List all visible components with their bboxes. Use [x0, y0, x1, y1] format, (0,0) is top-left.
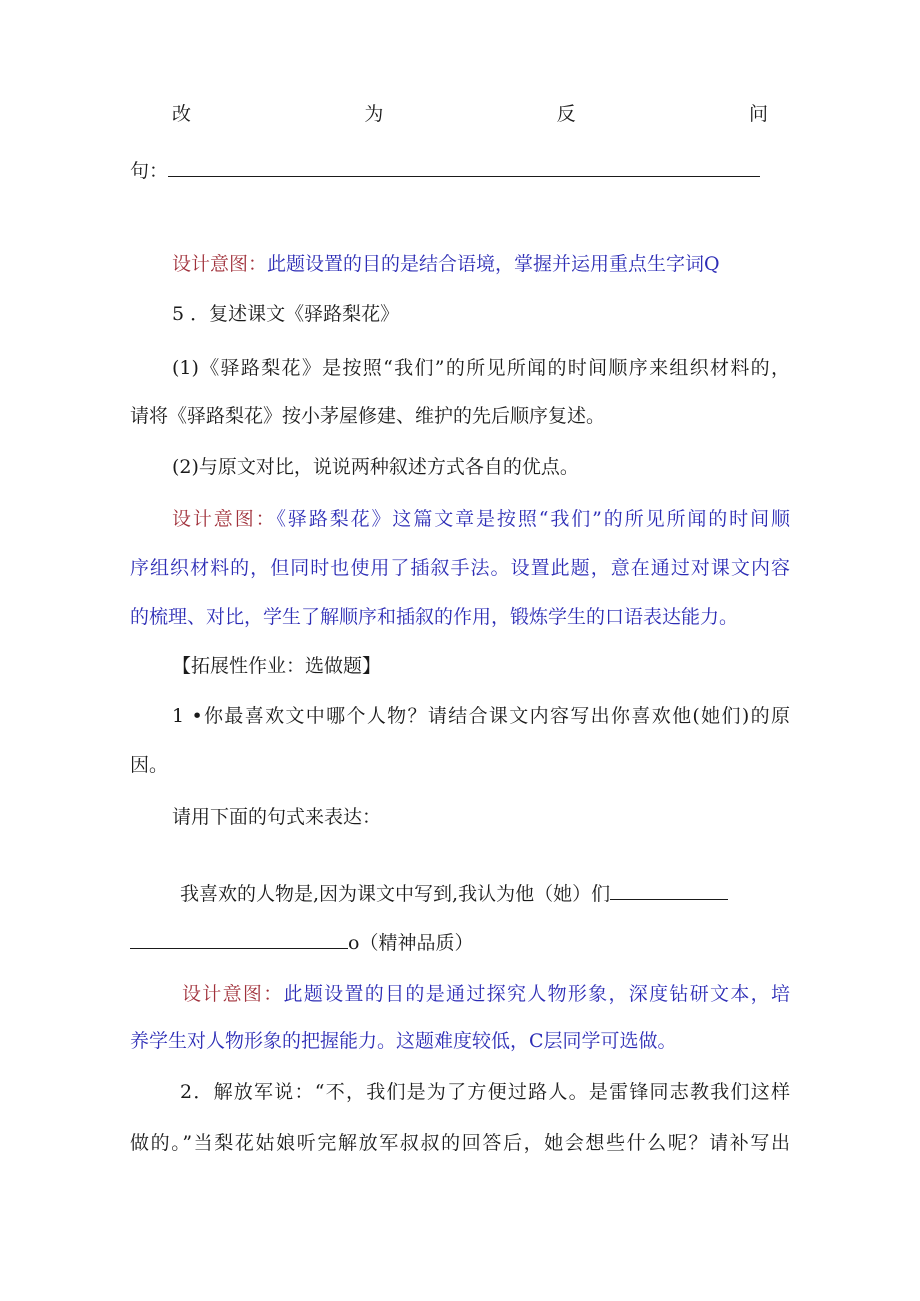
design-intent-text: 此题设置的目的是通过探究人物形象，深度钻研文本，培: [283, 983, 790, 1005]
design-intent-2-cont-1: 序组织材料的，但同时也使用了插叙手法。设置此题，意在通过对课文内容: [130, 557, 790, 579]
question-5-part-2: (2)与原文对比，说说两种叙述方式各自的优点。: [172, 456, 579, 478]
question-5-part-1-cont: 请将《驿路梨花》按小茅屋修建、维护的先后顺序复述。: [130, 405, 606, 427]
design-intent-text: 《驿路梨花》这篇文章是按照“我们”的所见所闻的时间顺: [276, 508, 790, 530]
design-intent-text: 此题设置的目的是结合语境，掌握并运用重点生字词Q: [267, 253, 720, 275]
extension-question-2-cont: 做的。”当梨花姑娘听完解放军叔叔的回答后，她会想些什么呢？请补写出: [130, 1132, 790, 1154]
spirit-quality-suffix: o（精神品质）: [348, 932, 474, 954]
answer-blank: [130, 930, 348, 949]
sentence-pattern-instruction: 请用下面的句式来表达：: [172, 806, 382, 828]
sentence-prefix: 句：: [130, 160, 169, 182]
design-intent-label: 设计意图：: [172, 508, 277, 530]
extension-question-2: 2．解放军说：“不，我们是为了方便过路人。是雷锋同志教我们这样: [180, 1081, 790, 1103]
question-5-title: 5 ．复述课文《驿路梨花》: [172, 303, 400, 325]
rewrite-rhetorical-line: 改 为 反 问: [172, 103, 768, 125]
answer-blank: [610, 881, 728, 900]
extension-homework-heading: 【拓展性作业：选做题】: [172, 655, 382, 677]
design-intent-label: 设计意图：: [172, 253, 268, 275]
design-intent-1: [172, 252, 772, 276]
design-intent-2: [172, 507, 790, 531]
design-intent-3: [182, 982, 790, 1006]
answer-line: [130, 158, 790, 183]
sentence-pattern-text: 我喜欢的人物是,因为课文中写到,我认为他（她）们: [180, 883, 611, 905]
question-5-part-1: (1)《驿路梨花》是按照“我们”的所见所闻的时间顺序来组织材料的，: [172, 357, 790, 379]
sentence-pattern-line: [180, 881, 790, 906]
design-intent-3-cont: 养学生对人物形象的把握能力。这题难度较低，C层同学可选做。: [130, 1030, 677, 1052]
extension-question-1: 1 •你最喜欢文中哪个人物？请结合课文内容写出你喜欢他(她们)的原: [172, 705, 790, 727]
design-intent-label: 设计意图：: [182, 983, 284, 1005]
extension-question-1-cont: 因。: [130, 754, 169, 776]
answer-blank: [168, 158, 760, 177]
sentence-pattern-line-cont: [130, 930, 790, 955]
design-intent-2-cont-2: 的梳理、对比，学生了解顺序和插叙的作用，锻炼学生的口语表达能力。: [130, 606, 739, 628]
